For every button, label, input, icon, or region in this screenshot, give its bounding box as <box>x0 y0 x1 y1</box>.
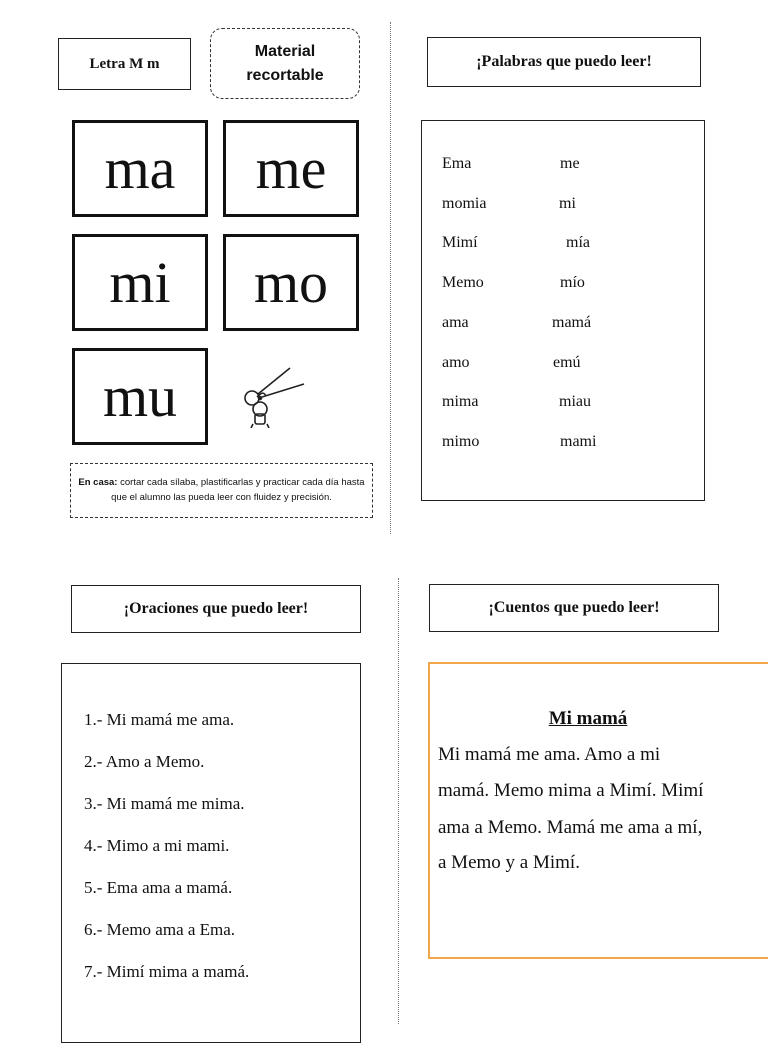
word: emú <box>553 354 581 371</box>
word: mima <box>442 393 479 410</box>
word: momia <box>442 195 487 212</box>
syllable-card-mu <box>72 348 208 445</box>
word: mamá <box>552 314 592 331</box>
word: miau <box>559 393 591 410</box>
syllable-card-ma <box>72 120 208 217</box>
letter-title <box>58 38 191 90</box>
syllable-ma: ma <box>104 135 176 201</box>
story-title: Mi mamá <box>548 708 628 729</box>
sentence: 4.- Mimo a mi mami. <box>84 836 230 855</box>
material-label <box>210 28 360 99</box>
material-line-1: Material <box>254 43 316 61</box>
divider-top <box>390 22 391 534</box>
word: mío <box>560 274 585 291</box>
stories-title-text: ¡Cuentos que puedo leer! <box>488 599 660 616</box>
syllable-me: me <box>255 135 327 201</box>
sentence: 6.- Memo ama a Ema. <box>84 920 236 939</box>
sentences-title-text: ¡Oraciones que puedo leer! <box>123 600 309 617</box>
word: Memo <box>442 274 484 291</box>
letter-title-text: Letra M m <box>89 55 160 72</box>
sentence: 1.- Mi mamá me ama. <box>84 710 235 729</box>
sentence: 5.- Ema ama a mamá. <box>84 878 233 897</box>
divider-bottom <box>398 578 399 1024</box>
material-line-2: recortable <box>246 66 324 84</box>
story-line: ama a Memo. Mamá me ama a mí, <box>438 817 703 838</box>
sentences-title <box>71 585 361 633</box>
word: mimo <box>442 433 480 450</box>
word: mía <box>566 234 590 251</box>
words-box <box>421 120 705 501</box>
sentences-box <box>61 663 361 1043</box>
syllable-card-me <box>223 120 359 217</box>
syllable-mo: mo <box>253 249 329 315</box>
word: amo <box>442 354 470 371</box>
stories-title <box>429 584 719 632</box>
word: mi <box>559 195 576 212</box>
syllable-mi: mi <box>109 249 171 315</box>
words-title <box>427 37 701 87</box>
home-note-line-2: que el alumno las pueda leer con fluidez y precisión. <box>111 491 332 503</box>
syllable-card-mo <box>223 234 359 331</box>
story-box <box>428 662 768 959</box>
home-note-text-1: cortar cada sílaba, plastificarlas y practicar cada día hasta <box>117 476 365 488</box>
sentence: 2.- Amo a Memo. <box>84 752 205 771</box>
home-note-line-1 <box>71 476 372 491</box>
word: Mimí <box>442 234 478 251</box>
syllable-mu: mu <box>102 363 178 429</box>
sentence: 3.- Mi mamá me mima. <box>84 794 245 813</box>
word: Ema <box>442 155 472 172</box>
word: ama <box>442 314 469 331</box>
scissors-icon <box>238 362 310 428</box>
home-note <box>70 463 373 518</box>
word: me <box>560 155 580 172</box>
sentence: 7.- Mimí mima a mamá. <box>84 962 250 981</box>
story-line: a Memo y a Mimí. <box>438 852 580 873</box>
story-line: mamá. Memo mima a Mimí. Mimí <box>438 780 704 801</box>
words-title-text: ¡Palabras que puedo leer! <box>476 53 652 70</box>
word: mami <box>560 433 597 450</box>
home-note-label: En casa: <box>78 476 118 488</box>
syllable-card-mi <box>72 234 208 331</box>
story-line: Mi mamá me ama. Amo a mi <box>438 744 661 765</box>
